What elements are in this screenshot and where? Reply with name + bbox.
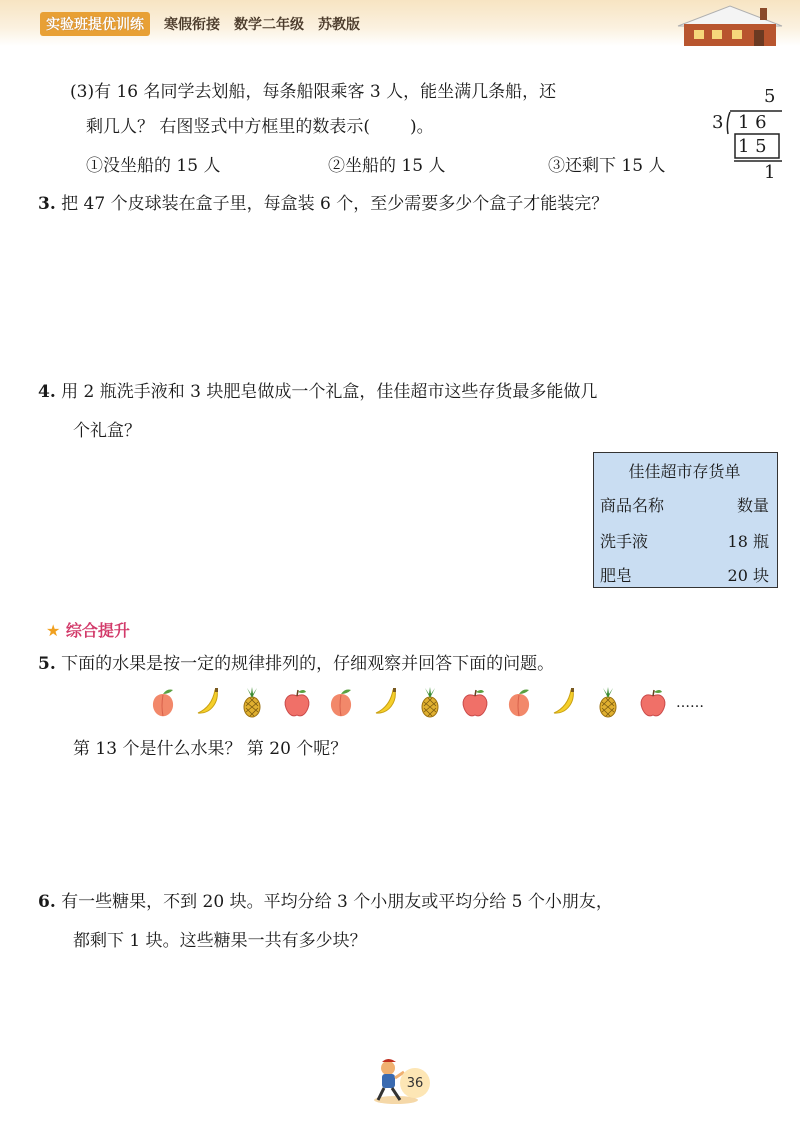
q2-3-line2b: )。: [410, 117, 434, 137]
stock-item-qty: 18 瓶: [727, 532, 769, 551]
stock-item-name: 肥皂: [600, 566, 633, 585]
q6-number: 6.: [38, 892, 56, 912]
stock-header-row: [600, 493, 769, 516]
banana-icon: [193, 686, 223, 718]
q2-3-option3: ③还剩下 15 人: [548, 156, 666, 176]
banana-icon: [371, 686, 401, 718]
division-dividend: 1 6: [738, 112, 767, 133]
stock-header-qty: 数量: [736, 496, 769, 515]
division-quotient: 5: [764, 86, 776, 107]
fruit-sequence: [148, 686, 718, 722]
page-number: 36: [400, 1068, 430, 1098]
apple-icon: [282, 686, 312, 718]
star-icon: ★: [46, 621, 61, 640]
q2-3-option1: ①没坐船的 15 人: [86, 156, 221, 176]
house-icon: [670, 4, 790, 48]
header-subtitle: 寒假衔接: [164, 17, 220, 33]
stock-table: [593, 452, 778, 588]
q2-3-line1: (3)有 16 名同学去划船，每条船限乘客 3 人，能坐满几条船，还: [70, 82, 557, 102]
stock-title-text: 佳佳超市存货单: [628, 462, 741, 481]
q6-line1: [38, 889, 613, 915]
stock-row: [600, 563, 769, 586]
banana-icon: [549, 686, 579, 718]
q3-number: 3.: [38, 194, 56, 214]
q6-line2: 都剩下 1 块。这些糖果一共有多少块？: [73, 931, 367, 951]
peach-icon: [504, 686, 534, 718]
header-brand: 实验班提优训练: [40, 12, 150, 36]
apple-icon: [460, 686, 490, 718]
q5-number: 5.: [38, 654, 56, 674]
fruit-ellipsis: ……: [676, 695, 704, 711]
header-subject: 数学二年级: [234, 17, 304, 33]
q5: [38, 651, 554, 677]
q3: [38, 191, 608, 217]
stock-header-name: 商品名称: [600, 496, 665, 515]
page-header: [0, 0, 800, 46]
pineapple-icon: [593, 686, 623, 718]
q6-text: 有一些糖果，不到 20 块。平均分给 3 个小朋友或平均分给 5 个小朋友，: [61, 892, 613, 912]
q2-3-line2: [86, 114, 434, 140]
q2-3-option2: ②坐船的 15 人: [328, 156, 446, 176]
pineapple-icon: [415, 686, 445, 718]
q2-3-line2a: 剩几人？ 右图竖式中方框里的数表示(: [86, 117, 371, 137]
section-title-text: 综合提升: [65, 621, 130, 640]
q3-text: 把 47 个皮球装在盒子里，每盒装 6 个，至少需要多少个盒子才能装完？: [61, 194, 609, 214]
peach-icon: [326, 686, 356, 718]
pineapple-icon: [237, 686, 267, 718]
stock-title: [600, 459, 769, 482]
q4-text: 用 2 瓶洗手液和 3 块肥皂做成一个礼盒，佳佳超市这些存货最多能做几: [61, 382, 598, 402]
division-product: 1 5: [738, 136, 767, 157]
q4-line1: [38, 379, 597, 405]
long-division: [700, 86, 790, 186]
header-text: [40, 12, 360, 36]
q4-line2: 个礼盒？: [73, 421, 141, 441]
q5-question: 第 13 个是什么水果？ 第 20 个呢？: [73, 739, 348, 759]
section-title: [46, 618, 130, 641]
q5-text: 下面的水果是按一定的规律排列的，仔细观察并回答下面的问题。: [61, 654, 555, 674]
header-edition: 苏教版: [318, 17, 360, 33]
division-divisor: 3: [712, 112, 724, 133]
stock-item-name: 洗手液: [600, 532, 649, 551]
stock-row: [600, 529, 769, 552]
division-lines: [700, 86, 790, 186]
division-remainder: 1: [764, 162, 776, 183]
stock-item-qty: 20 块: [727, 566, 769, 585]
apple-icon: [638, 686, 668, 718]
peach-icon: [148, 686, 178, 718]
q4-number: 4.: [38, 382, 56, 402]
